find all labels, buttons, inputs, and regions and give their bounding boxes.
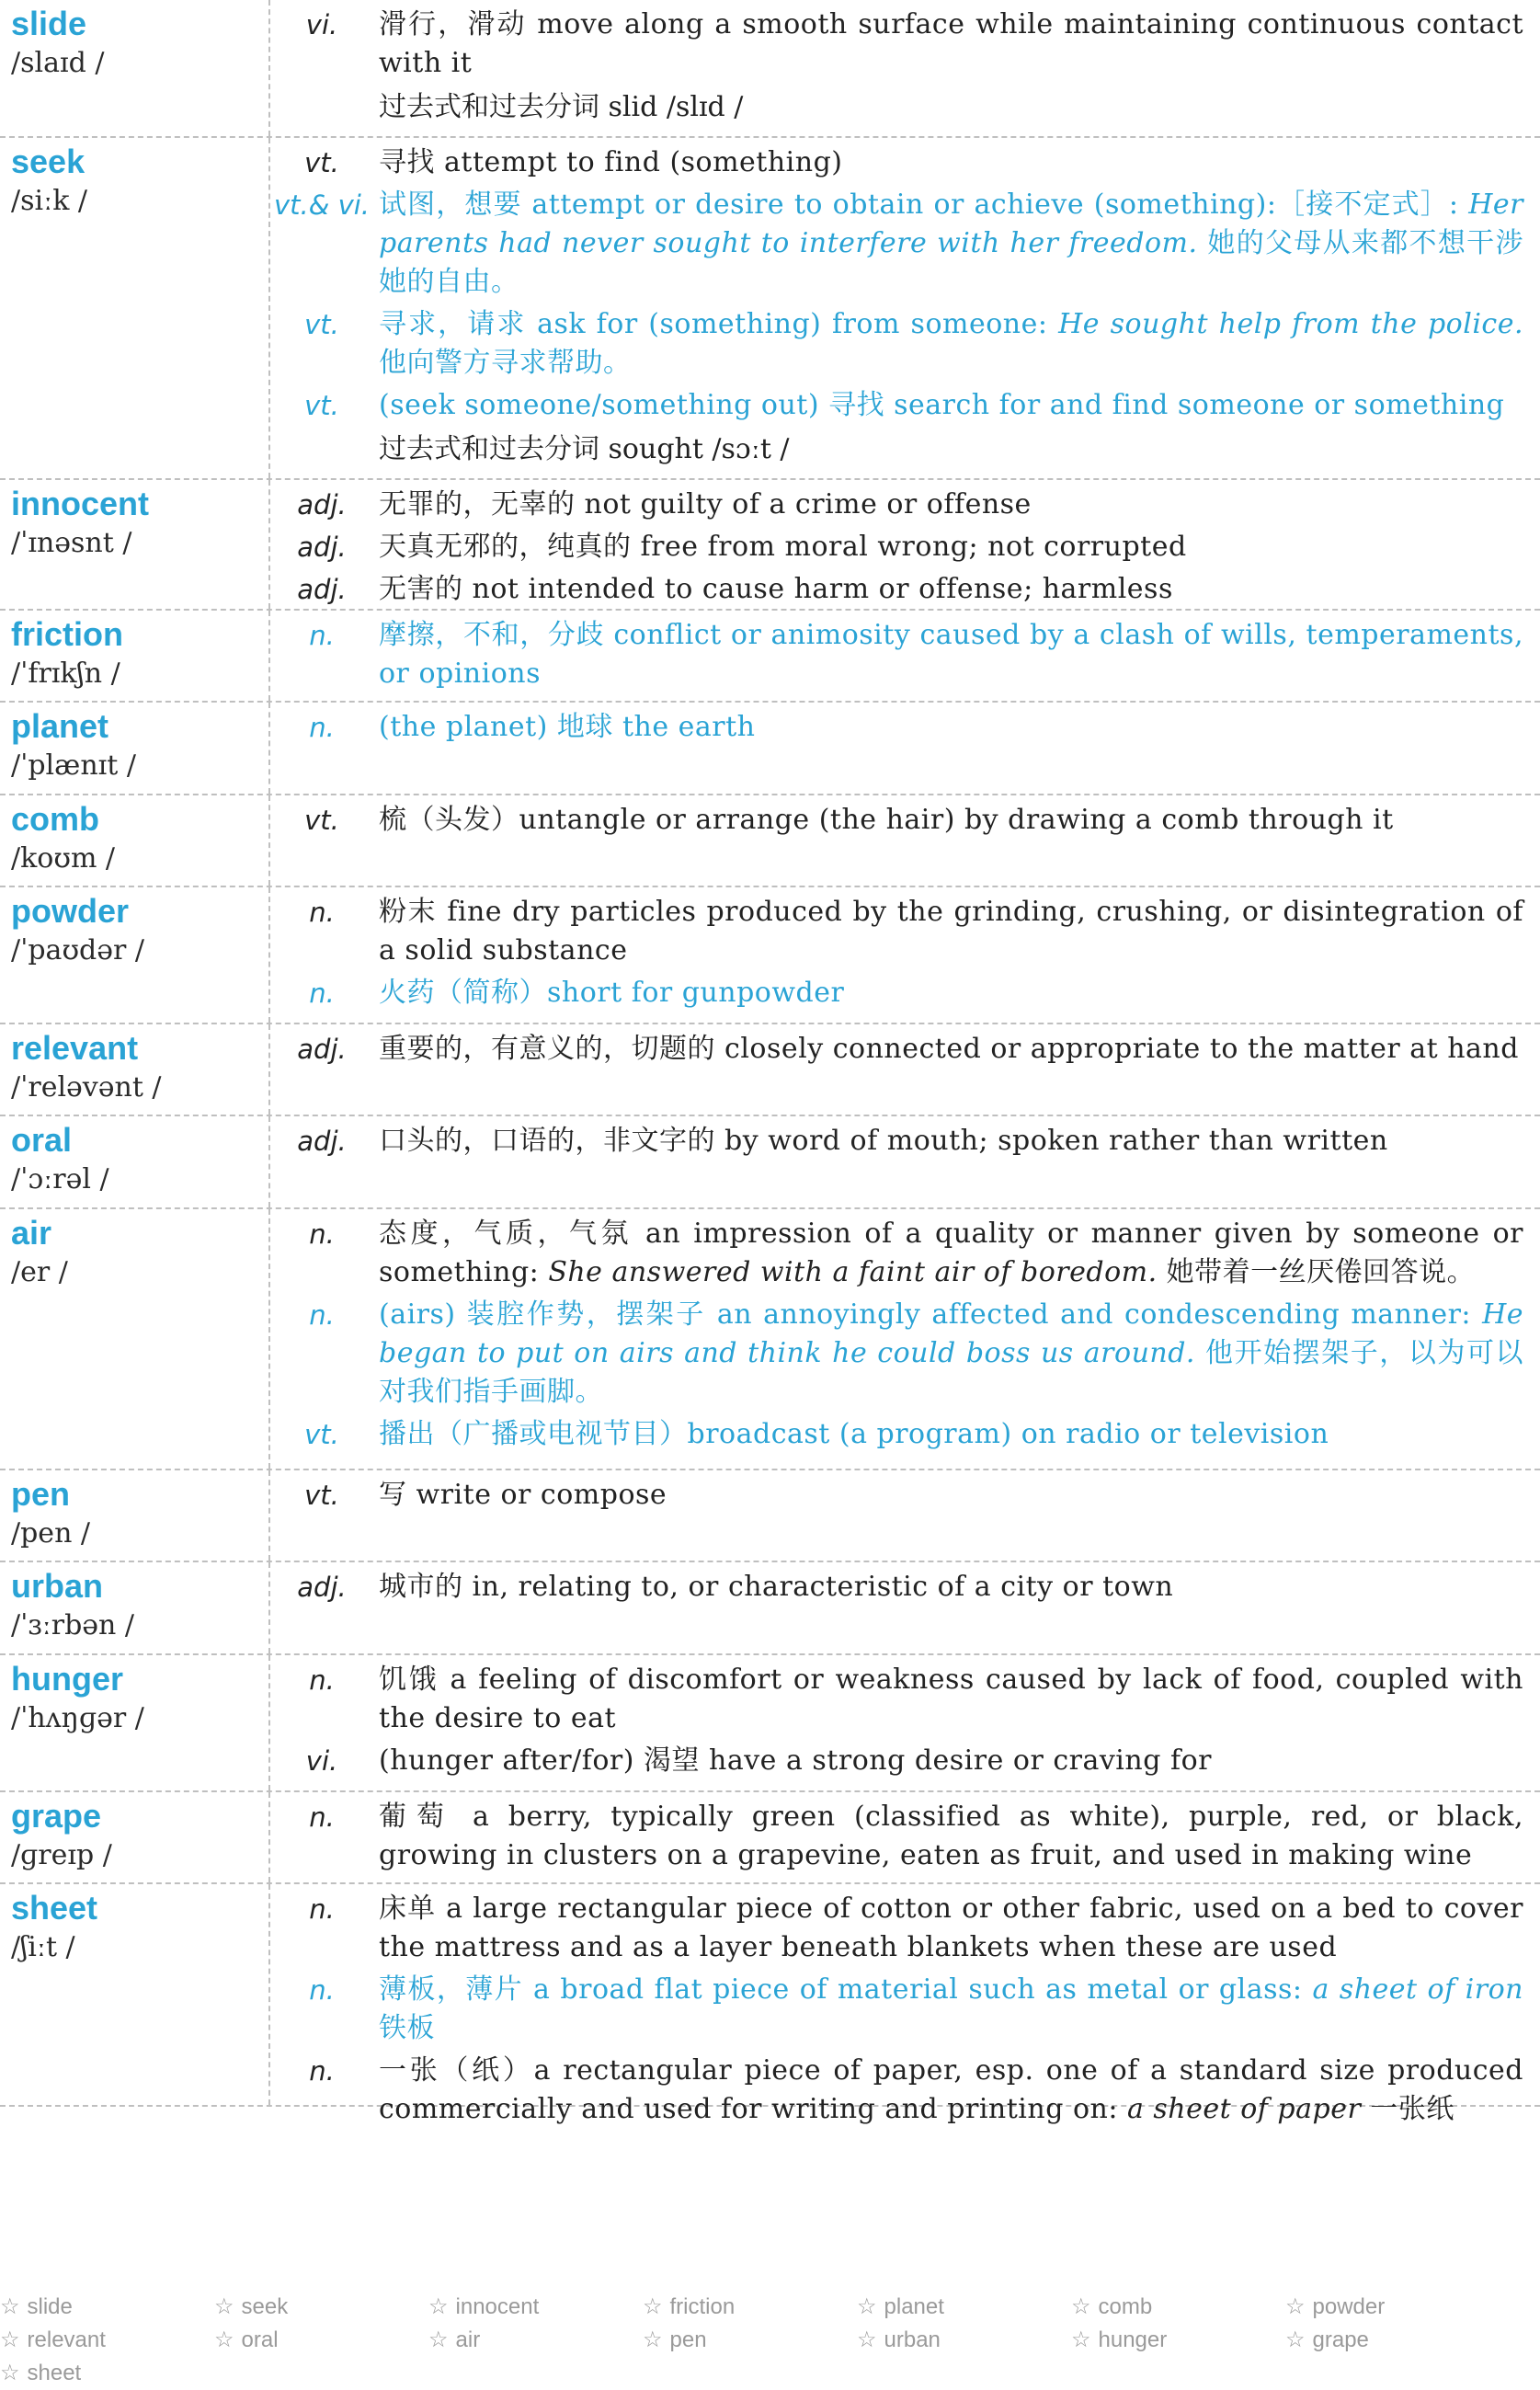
part-of-speech: vt.	[304, 147, 339, 178]
definition-text	[379, 1030, 1523, 1069]
sense	[270, 708, 1523, 747]
index-item-seek[interactable]	[214, 2293, 428, 2320]
definition-text	[379, 2052, 1523, 2129]
headword-column	[0, 1024, 270, 1115]
definition-text	[379, 143, 1523, 182]
part-of-speech: adj.	[297, 489, 347, 520]
headword-column	[0, 887, 270, 1023]
index-word: powder	[1312, 2293, 1386, 2319]
star-icon: ☆	[0, 2360, 20, 2385]
definition-text	[379, 708, 1523, 747]
definition-text	[379, 386, 1523, 425]
definition-text	[379, 1415, 1523, 1454]
headword-column	[0, 1792, 270, 1882]
headword-column	[0, 1884, 270, 2105]
headword: oral	[11, 1121, 73, 1159]
example-sentence: a sheet of paper	[1126, 2093, 1362, 2125]
headword: sheet	[11, 1889, 98, 1927]
part-of-speech: vt.	[304, 390, 339, 421]
phonetic: /ˈpaʊdər /	[11, 934, 144, 966]
part-of-speech: vt.	[304, 1419, 339, 1450]
index-word: hunger	[1098, 2327, 1168, 2352]
phonetic: /ˈɪnəsnt /	[11, 527, 132, 559]
index-item-grape[interactable]	[1285, 2327, 1500, 2353]
index-item-slide[interactable]	[0, 2293, 214, 2320]
sense	[270, 528, 1523, 566]
index-word: air	[455, 2327, 481, 2352]
sense	[270, 1568, 1523, 1607]
definition-text	[379, 486, 1523, 524]
definitions	[270, 1024, 1540, 1115]
definitions	[270, 1792, 1540, 1882]
entry-innocent	[0, 480, 1540, 611]
definition-text	[379, 1476, 1523, 1515]
headword-column	[0, 138, 270, 478]
sense	[270, 616, 1523, 693]
entry-planet	[0, 703, 1540, 795]
entry-pen	[0, 1470, 1540, 1562]
part-of-speech: n.	[309, 620, 335, 651]
headword: innocent	[11, 485, 149, 522]
index-word: sheet	[27, 2360, 82, 2385]
definition-segment: 城市的 in, relating to, or characteristic of a city or town	[379, 1571, 1174, 1603]
headword-column	[0, 1562, 270, 1653]
definition-segment: 他向警方寻求帮助。	[379, 347, 632, 379]
part-of-speech: n.	[309, 978, 335, 1009]
entry-relevant	[0, 1024, 1540, 1116]
definition-text	[379, 616, 1523, 693]
definitions	[270, 1209, 1540, 1469]
star-icon: ☆	[1071, 2327, 1091, 2352]
headword: powder	[11, 892, 130, 930]
sense	[270, 1798, 1523, 1875]
definition-segment: 饥饿 a feeling of discomfort or weakness caused by lack of food, coupled with the desire to eat	[379, 1664, 1523, 1734]
sense	[270, 1742, 1523, 1780]
entry-air	[0, 1209, 1540, 1470]
headword-column	[0, 1116, 270, 1207]
part-of-speech: adj.	[297, 1126, 347, 1157]
entry-grape	[0, 1792, 1540, 1884]
index-item-planet[interactable]	[857, 2293, 1071, 2320]
definitions	[270, 1562, 1540, 1653]
headword-column	[0, 480, 270, 609]
index-word: innocent	[455, 2293, 540, 2319]
definition-text	[379, 570, 1523, 609]
definitions	[270, 0, 1540, 136]
definition-segment: 她带着一丝厌倦回答说。	[1157, 1256, 1476, 1288]
index-item-sheet[interactable]	[0, 2360, 214, 2386]
headword: urban	[11, 1567, 104, 1605]
headword: slide	[11, 5, 87, 42]
index-word: oral	[241, 2327, 279, 2352]
definition-text	[379, 893, 1523, 970]
star-icon: ☆	[0, 2327, 20, 2352]
part-of-speech: n.	[309, 1299, 335, 1331]
definition-segment: 床单 a large rectangular piece of cotton or other fabric, used on a bed to cover the mattress and as a layer beneath blankets when these are used	[379, 1893, 1523, 1963]
index-item-pen[interactable]	[643, 2327, 857, 2353]
index-word: comb	[1098, 2293, 1153, 2319]
definition-segment: 一张纸	[1361, 2093, 1454, 2125]
definition-text	[379, 1122, 1523, 1161]
past-tense-note: 过去式和过去分词 slid /slɪd /	[379, 91, 744, 123]
part-of-speech: n.	[309, 1218, 335, 1250]
past-tense-note: 过去式和过去分词 sought /sɔːt /	[379, 433, 790, 465]
definition-text	[379, 6, 1523, 83]
phonetic: /slaɪd /	[11, 47, 105, 79]
definition-segment: 口头的，口语的，非文字的 by word of mouth; spoken rather than written	[379, 1125, 1388, 1157]
definition-text	[379, 1971, 1523, 2048]
definition-segment: 粉末 fine dry particles produced by the grinding, crushing, or disintegration of a solid substance	[379, 896, 1523, 966]
part-of-speech: n.	[309, 897, 335, 928]
entry-hunger	[0, 1655, 1540, 1792]
entry-slide	[0, 0, 1540, 138]
definition-segment: 滑行，滑动 move along a smooth surface while maintaining continuous contact with it	[379, 8, 1523, 79]
definition-segment: 寻找 attempt to find (something)	[379, 146, 843, 178]
sense	[270, 1890, 1523, 1967]
phonetic: /ˈɔːrəl /	[11, 1163, 109, 1195]
index-item-urban[interactable]	[857, 2327, 1071, 2353]
entry-oral	[0, 1116, 1540, 1209]
definition-segment: 重要的，有意义的，切题的 closely connected or appropriate to the matter at hand	[379, 1033, 1519, 1065]
phonetic: /siːk /	[11, 185, 88, 217]
definition-segment: 他开始摆架子，以为可以对我们指手画脚。	[379, 1337, 1523, 1408]
definitions	[270, 138, 1540, 478]
example-sentence: He began to put on airs and think he could boss us around.	[379, 1298, 1523, 1369]
example-sentence: She answered with a faint air of boredom.	[548, 1256, 1158, 1288]
definition-text	[379, 801, 1523, 840]
star-icon: ☆	[857, 2327, 877, 2352]
sense	[270, 386, 1523, 425]
sense	[270, 974, 1523, 1012]
entry-urban	[0, 1562, 1540, 1655]
sense	[270, 893, 1523, 970]
index-item-friction[interactable]	[643, 2293, 857, 2320]
definition-segment: 梳（头发）untangle or arrange (the hair) by drawing a comb through it	[379, 804, 1394, 836]
example-sentence: a sheet of iron	[1312, 1973, 1523, 2006]
headword: seek	[11, 143, 86, 180]
word-index	[0, 2290, 1540, 2389]
part-of-speech: adj.	[297, 1572, 347, 1603]
sense	[270, 801, 1523, 840]
part-of-speech: adj.	[297, 532, 347, 563]
headword-column	[0, 1470, 270, 1561]
phonetic: /ˈreləvənt /	[11, 1071, 162, 1104]
definition-segment: 播出（广播或电视节目）broadcast (a program) on radio or television	[379, 1418, 1329, 1450]
part-of-speech: n.	[309, 2055, 335, 2087]
entry-seek	[0, 138, 1540, 480]
index-item-powder[interactable]	[1285, 2293, 1500, 2320]
definition-segment: 葡萄 a berry, typically green (classified as white), purple, red, or black, growing in clusters on a grapevine, eaten as fruit, and used in making wine	[379, 1801, 1523, 1871]
star-icon: ☆	[1285, 2293, 1306, 2319]
phonetic: /ˈfrɪkʃn /	[11, 658, 120, 690]
part-of-speech: n.	[309, 1893, 335, 1925]
definitions	[270, 1116, 1540, 1207]
definition-text	[379, 1215, 1523, 1292]
definitions	[270, 703, 1540, 794]
star-icon: ☆	[428, 2327, 449, 2352]
headword-column	[0, 703, 270, 794]
star-icon: ☆	[643, 2327, 663, 2352]
definition-text	[379, 974, 1523, 1012]
entry-powder	[0, 887, 1540, 1024]
part-of-speech: vt.	[304, 805, 339, 836]
definition-segment: 写 write or compose	[379, 1479, 667, 1511]
star-icon: ☆	[214, 2293, 234, 2319]
part-of-speech: vt.& vi.	[273, 189, 371, 221]
index-row	[0, 2323, 1540, 2356]
headword: comb	[11, 800, 100, 838]
phonetic: /ˈhʌŋɡər /	[11, 1702, 144, 1734]
definition-text	[379, 186, 1523, 302]
example-sentence: Her parents had never sought to interfere with her freedom.	[379, 189, 1523, 259]
sense	[270, 1122, 1523, 1161]
definitions	[270, 795, 1540, 886]
definition-text	[379, 1742, 1523, 1780]
sense	[270, 1215, 1523, 1292]
part-of-speech: adj.	[297, 1034, 347, 1065]
entry-friction	[0, 611, 1540, 703]
definition-segment: 铁板	[379, 2012, 435, 2044]
headword: hunger	[11, 1660, 123, 1698]
index-word: seek	[241, 2293, 289, 2319]
part-of-speech: adj.	[297, 574, 347, 605]
phonetic: /ɡreɪp /	[11, 1839, 112, 1871]
star-icon: ☆	[643, 2293, 663, 2319]
definition-text	[379, 1568, 1523, 1607]
headword: pen	[11, 1475, 71, 1513]
definition-text	[379, 1296, 1523, 1412]
star-icon: ☆	[857, 2293, 877, 2319]
definitions	[270, 480, 1540, 609]
definitions	[270, 887, 1540, 1023]
definition-segment: (the planet) 地球 the earth	[379, 711, 756, 743]
definition-segment: 寻求，请求 ask for (something) from someone:	[379, 308, 1059, 340]
definition-segment: 态度，气质，气氛 an impression of a quality or manner given by someone or something:	[379, 1218, 1523, 1288]
headword-column	[0, 1655, 270, 1790]
index-word: friction	[669, 2293, 736, 2319]
headword: friction	[11, 615, 123, 653]
star-icon: ☆	[1071, 2293, 1091, 2319]
index-word: planet	[884, 2293, 944, 2319]
definitions	[270, 1884, 1540, 2125]
definition-text	[379, 1890, 1523, 1967]
sense	[270, 1030, 1523, 1069]
definition-segment: 天真无邪的，纯真的 free from moral wrong; not corrupted	[379, 531, 1187, 563]
definition-segment: 薄板，薄片 a broad flat piece of material such as metal or glass:	[379, 1973, 1313, 2006]
phonetic: /ˈplænɪt /	[11, 749, 136, 782]
phonetic: /ʃiːt /	[11, 1931, 75, 1963]
star-icon: ☆	[0, 2293, 20, 2319]
phonetic: /ˈɜːrbən /	[11, 1609, 134, 1641]
sense	[270, 6, 1523, 83]
headword-column	[0, 0, 270, 136]
definition-segment: 她的父母从来都不想干涉她的自由。	[379, 227, 1523, 298]
sense	[270, 570, 1523, 609]
sense	[270, 186, 1523, 302]
headword-column	[0, 795, 270, 886]
definition-segment: 一张（纸）a rectangular piece of paper, esp. one of a standard size produced commercially and used for writing and printing on:	[379, 2054, 1523, 2125]
part-of-speech: n.	[309, 1974, 335, 2006]
index-word: grape	[1312, 2327, 1369, 2352]
definition-segment: (airs) 装腔作势，摆架子 an annoyingly affected and condescending manner:	[379, 1298, 1483, 1331]
entry-comb	[0, 795, 1540, 887]
definition-segment: 摩擦，不和，分歧 conflict or animosity caused by a clash of wills, temperaments, or opinions	[379, 619, 1523, 690]
headword: grape	[11, 1797, 102, 1835]
example-sentence: He sought help from the police.	[1058, 308, 1523, 340]
definition-text	[379, 528, 1523, 566]
index-row	[0, 2356, 1540, 2389]
star-icon: ☆	[1285, 2327, 1306, 2352]
sense	[270, 305, 1523, 383]
phonetic: /er /	[11, 1256, 68, 1288]
sense	[270, 1415, 1523, 1454]
index-word: pen	[669, 2327, 707, 2352]
definition-segment: (hunger after/for) 渴望 have a strong desire or craving for	[379, 1744, 1212, 1777]
index-item-hunger[interactable]	[1071, 2327, 1285, 2353]
definitions	[270, 1470, 1540, 1561]
definition-segment: 无罪的，无辜的 not guilty of a crime or offense	[379, 488, 1032, 520]
index-item-oral[interactable]	[214, 2327, 428, 2353]
sense	[270, 1476, 1523, 1515]
headword: planet	[11, 707, 109, 745]
definition-text	[379, 305, 1523, 383]
part-of-speech: vt.	[304, 309, 339, 340]
index-word: relevant	[27, 2327, 106, 2352]
sense	[270, 1296, 1523, 1412]
headword-column	[0, 1209, 270, 1469]
part-of-speech: n.	[309, 1801, 335, 1833]
definition-segment: 火药（简称）short for gunpowder	[379, 977, 845, 1009]
index-word: urban	[884, 2327, 941, 2352]
headword-column	[0, 611, 270, 701]
sense	[270, 1661, 1523, 1738]
definition-segment: (seek someone/something out) 寻找 search for and find someone or something	[379, 389, 1505, 421]
sense	[270, 1971, 1523, 2048]
star-icon: ☆	[214, 2327, 234, 2352]
part-of-speech: vi.	[305, 1745, 338, 1777]
part-of-speech: n.	[309, 1664, 335, 1696]
sense	[270, 143, 1523, 182]
index-word: slide	[27, 2293, 73, 2319]
part-of-speech: vt.	[304, 1480, 339, 1511]
star-icon: ☆	[428, 2293, 449, 2319]
headword: relevant	[11, 1029, 139, 1067]
definitions	[270, 611, 1540, 701]
phonetic: /pen /	[11, 1517, 91, 1549]
entry-sheet	[0, 1884, 1540, 2125]
index-row	[0, 2290, 1540, 2323]
headword: air	[11, 1214, 52, 1252]
index-item-air[interactable]	[428, 2327, 643, 2353]
sense	[270, 486, 1523, 524]
definition-segment: 无害的 not intended to cause harm or offense; harmless	[379, 573, 1173, 605]
index-item-relevant[interactable]	[0, 2327, 214, 2353]
phonetic: /koʊm /	[11, 842, 116, 875]
definitions	[270, 1655, 1540, 1790]
sense	[270, 2052, 1523, 2129]
definition-segment: 试图，想要 attempt or desire to obtain or achieve (something):［接不定式］:	[379, 189, 1469, 221]
index-item-comb[interactable]	[1071, 2293, 1285, 2320]
part-of-speech: n.	[309, 712, 335, 743]
index-item-innocent[interactable]	[428, 2293, 643, 2320]
definition-text	[379, 1798, 1523, 1875]
definition-text	[379, 1661, 1523, 1738]
part-of-speech: vi.	[305, 9, 338, 40]
